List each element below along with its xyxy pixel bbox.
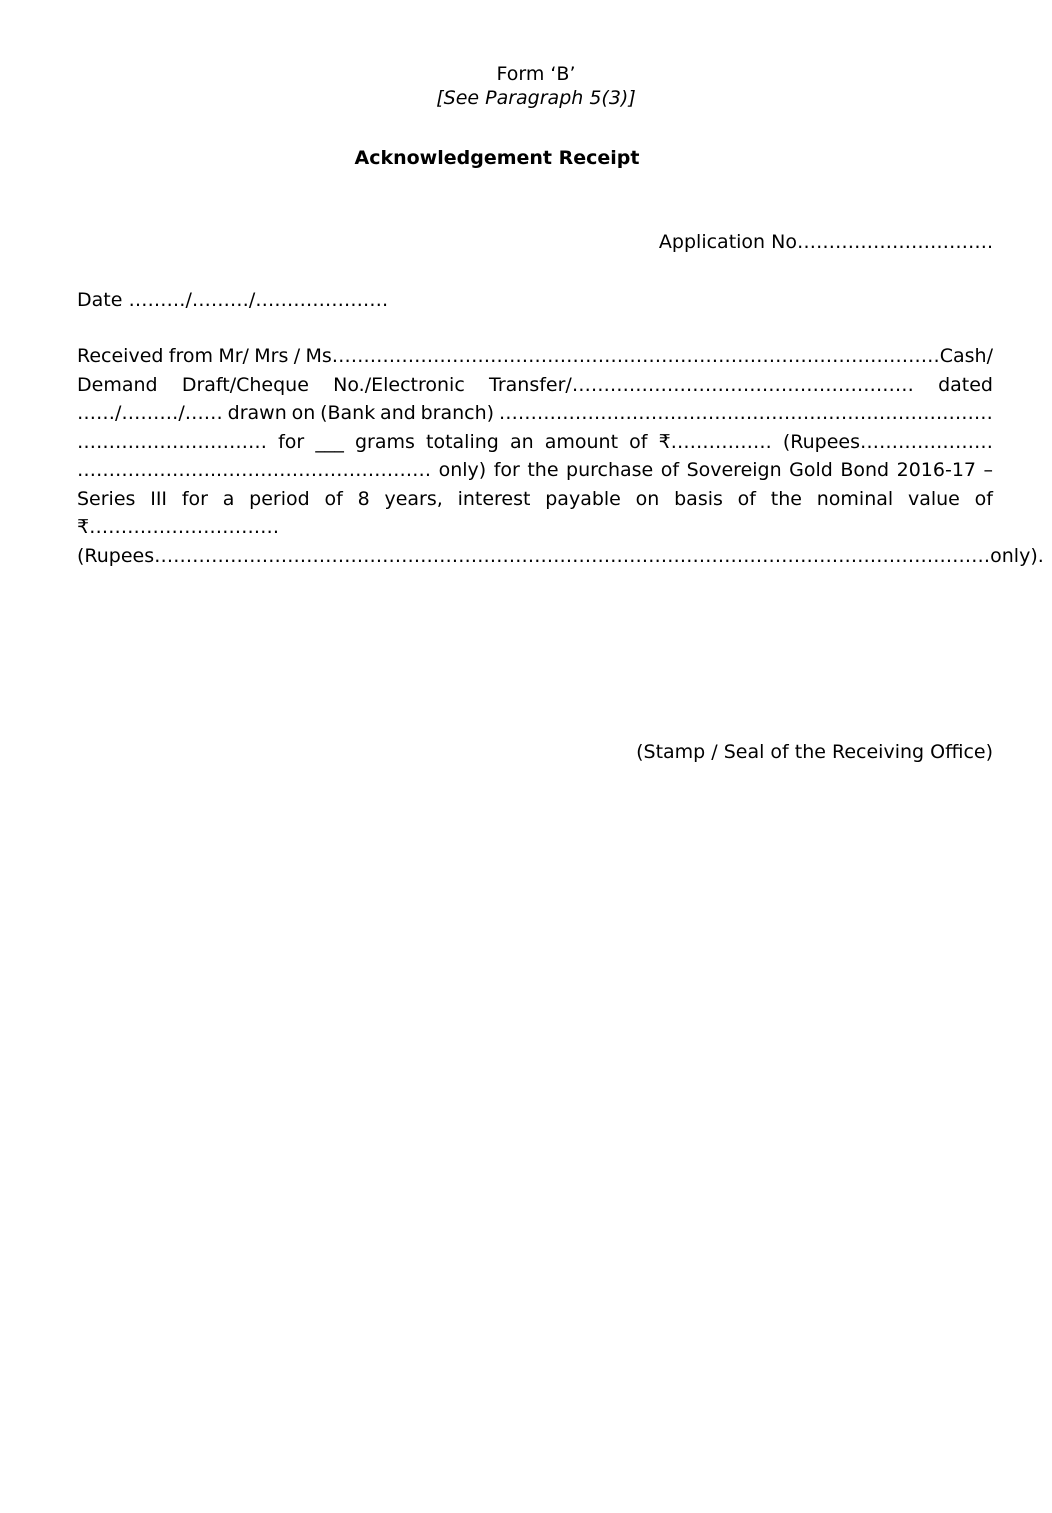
body-word: an [509,430,534,453]
body-word: Demand [77,373,158,396]
body-word: payable [545,487,621,510]
body-word: years, [384,487,443,510]
body-word: for [278,430,305,453]
body-word: purchase [566,459,654,481]
body-word: (Rupees………………… [782,430,993,453]
body-word: the [527,459,559,481]
body-word: Received [77,345,164,367]
body-word: ……/………/…… [77,402,223,424]
form-subtitle: [See Paragraph 5(3)] [436,87,636,109]
body-word: of [629,430,648,453]
body-word: of [737,487,756,510]
body-word: totaling [426,430,499,453]
body-line-4 [77,428,993,457]
body-word: (Bank [320,402,376,424]
body-line-6 [77,485,993,514]
body-word: 2016-17 [896,459,976,481]
body-word: the [770,487,802,510]
body-word: of [660,459,680,481]
body-word: Sovereign [686,459,782,481]
body-word: from [168,345,213,367]
body-word: for [493,459,520,481]
receipt-body [77,342,1044,570]
body-word: only) [438,459,487,481]
date-field: Date ………/………/………………… [77,289,389,311]
body-word: ₹……………. [658,430,772,453]
body-word: on [291,402,316,424]
body-word: amount [544,430,619,453]
body-word: Mrs [254,345,289,367]
body-word: grams [354,430,415,453]
body-word: value [907,487,960,510]
body-word: dated [938,373,993,396]
body-word: …………………………………………………………………… [498,402,993,424]
body-line-1 [77,342,993,371]
body-word: …………………..…………………………… [77,459,432,481]
body-word: of [324,487,343,510]
body-word: ………………………… [77,430,267,453]
body-word: a [222,487,235,510]
stamp-seal-label: (Stamp / Seal of the Receiving Office) [636,741,993,763]
body-word: Bond [840,459,890,481]
body-line-2 [77,371,993,400]
body-word: period [249,487,310,510]
body-word: (Rupees……………………………………………………………………………………………………………………only). [77,544,1044,567]
form-title: Form ‘B’ [496,63,576,85]
body-word: 8 [357,487,370,510]
body-word: Series [77,487,136,510]
body-word: interest [457,487,531,510]
body-word: and [380,402,416,424]
body-word: drawn [227,402,287,424]
document-heading: Acknowledgement Receipt [354,147,640,169]
body-word: of [974,487,993,510]
application-number-field: Application No…………………………. [658,231,993,253]
body-word: / [293,345,301,367]
body-word: Mr/ [218,345,249,367]
body-word: No./Electronic [333,373,465,396]
body-word: – [983,459,993,481]
body-line-7 [77,513,993,542]
body-line-3 [77,399,993,428]
body-word: nominal [816,487,894,510]
body-word: Ms……………………………………………………………………………………Cash/ [305,345,993,367]
body-line-8 [77,542,1044,571]
body-line-5 [77,456,993,485]
body-word: basis [674,487,723,510]
body-word: ___ [315,430,344,453]
body-word: Draft/Cheque [181,373,309,396]
body-word: Gold [789,459,833,481]
body-word: Transfer/……………………………………………… [489,373,914,396]
body-word: for [181,487,208,510]
body-word: branch) [420,402,495,424]
body-word: ₹………………………… [77,516,280,538]
body-word: on [635,487,660,510]
body-word: III [150,487,168,510]
